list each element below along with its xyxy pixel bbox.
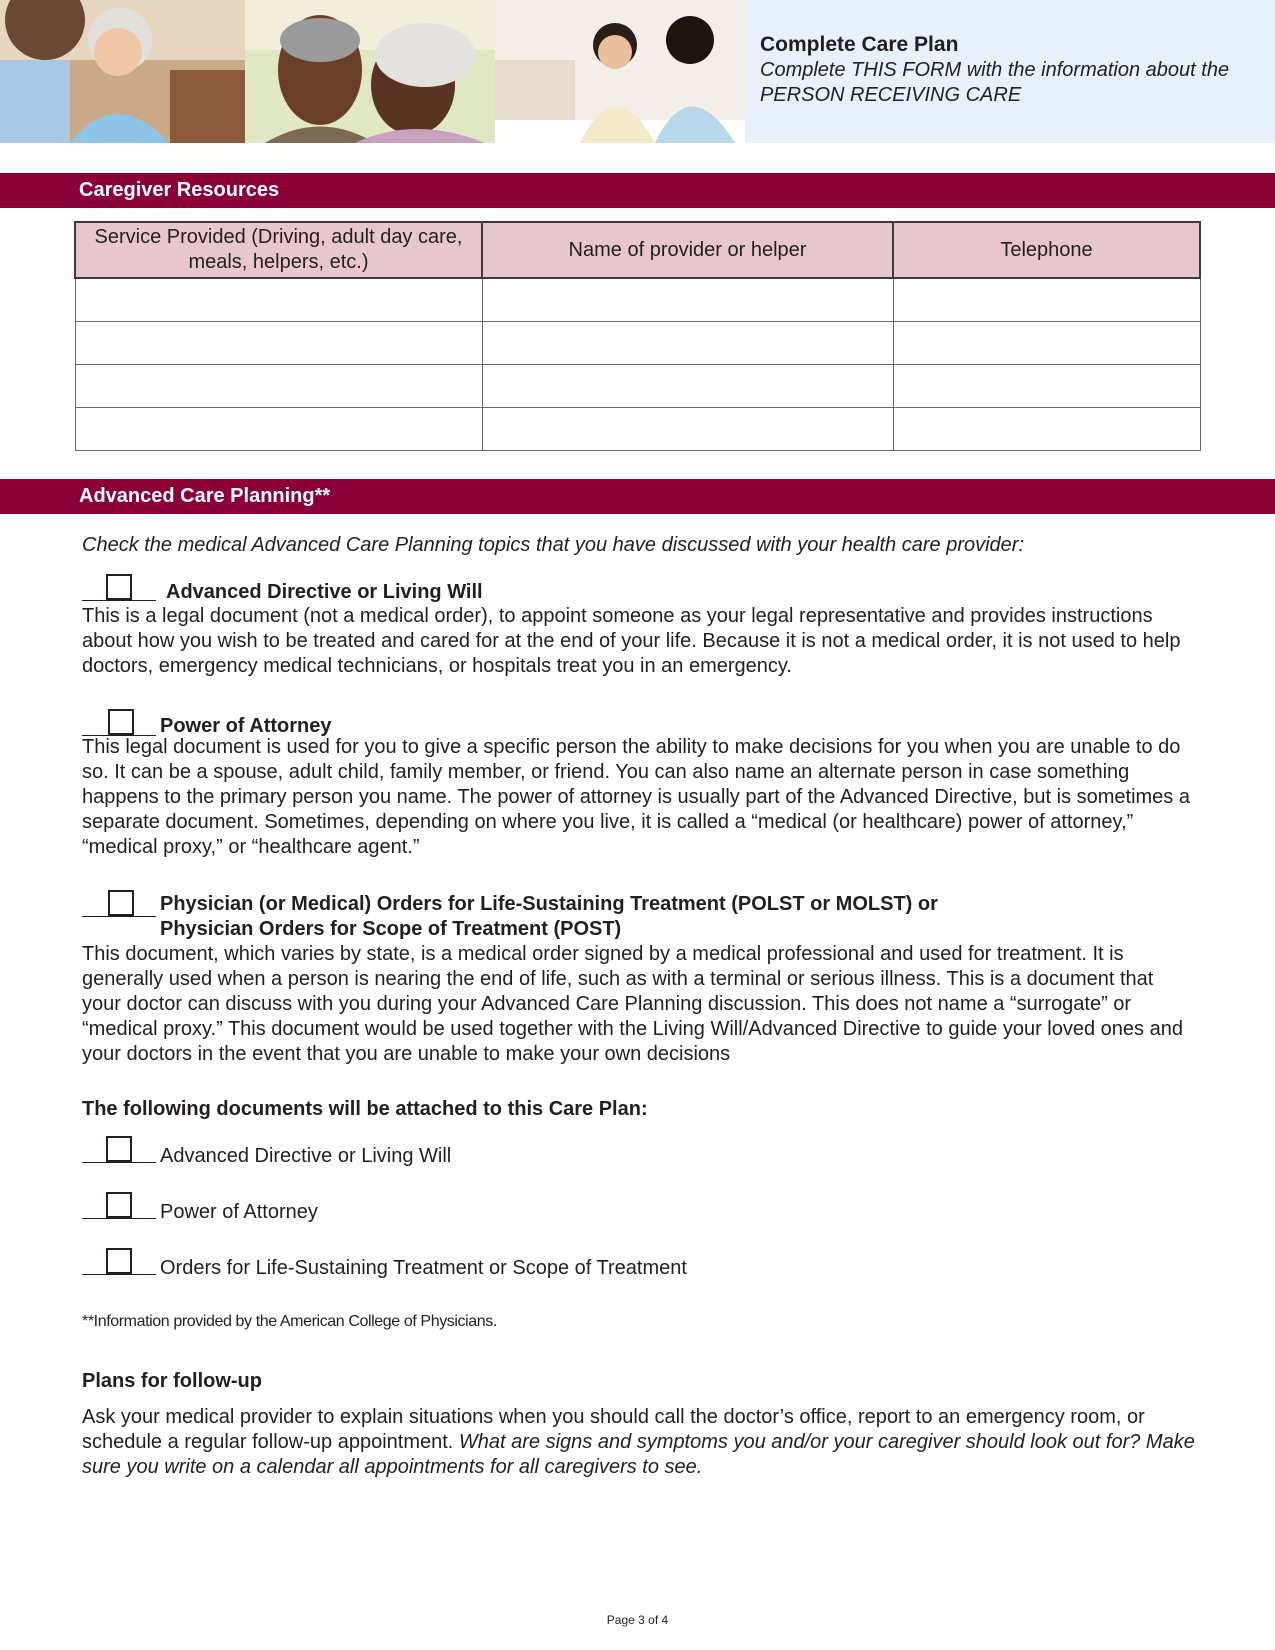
provider-cell[interactable] [482, 365, 893, 408]
telephone-cell[interactable] [893, 322, 1200, 365]
column-header-provider: Name of provider or helper [482, 222, 893, 278]
table-row [75, 365, 1200, 408]
footnote: **Information provided by the American College of Physicians. [82, 1313, 497, 1330]
provider-cell[interactable] [482, 278, 893, 322]
column-header-service: Service Provided (Driving, adult day care, meals, helpers, etc.) [75, 222, 482, 278]
service-cell[interactable] [75, 365, 482, 408]
followup-text [82, 1405, 1202, 1480]
table-header-row [75, 222, 1200, 278]
caregiver-resources-table [74, 221, 1201, 451]
living-will-checkbox[interactable] [82, 573, 156, 601]
polst-description: This document, which varies by state, is a medical order signed by a medical professional and used for treatment. It is generally used when a person is nearing the end of life, such as with a terminal or serious illness. This is a document that your doctor can discuss with you during your Advanced Care Planning discussion. This does not name a “surrogate” or “medical proxy.” This document would be used together with the Living Will/Advanced Directive to guide your loved ones and your doctors in the event that you are unable to make your own decisions [82, 943, 1183, 1065]
followup-text-normal: Ask your medical provider to explain situations when you should call the doctor’s office, report to an emergency room, or schedule a regular follow-up appointment. [82, 1406, 1145, 1453]
polst-checkbox[interactable] [82, 889, 156, 917]
telephone-cell[interactable] [893, 408, 1200, 451]
page-number: Page 3 of 4 [606, 1613, 669, 1627]
followup-text-italic: What are signs and symptoms you and/or your caregiver should look out for? Make sure you write on a calendar all appointments for all caregivers to see. [82, 1431, 1195, 1478]
advanced-care-intro: Check the medical Advanced Care Planning topics that you have discussed with your health care provider: [82, 534, 1025, 556]
service-cell[interactable] [75, 408, 482, 451]
provider-cell[interactable] [482, 408, 893, 451]
power-of-attorney-description: This legal document is used for you to give a specific person the ability to make decisions for you when you are unable to do so. It can be a spouse, adult child, family member, or friend. You can also name an alternate person in case something happens to the primary person you name. The power of attorney is usually part of the Advanced Directive, but is sometimes a separate document. Sometimes, depending on where you live, it is called a “medical (or healthcare) power of attorney,” “medical proxy,” or “healthcare agent.” [82, 736, 1190, 858]
advanced-care-banner [0, 479, 1275, 514]
table-row [75, 278, 1200, 322]
caregiver-resources-banner [0, 173, 1275, 208]
attach-power-of-attorney-label: Power of Attorney [160, 1201, 318, 1223]
attach-power-of-attorney-checkbox[interactable] [82, 1191, 156, 1219]
attach-living-will-checkbox[interactable] [82, 1135, 156, 1163]
column-header-telephone: Telephone [893, 222, 1200, 278]
service-cell[interactable] [75, 278, 482, 322]
photo-caregiver-visit [495, 0, 745, 143]
living-will-description: This is a legal document (not a medical order), to appoint someone as your legal representative and provides instructions about how you wish to be treated and cared for at the end of your life. Because it is not a medical order, it is not used to help doctors, emergency medical technicians, or hospitals treat you in an emergency. [82, 605, 1181, 677]
telephone-cell[interactable] [893, 278, 1200, 322]
living-will-title: Advanced Directive or Living Will [166, 581, 483, 603]
advanced-care-title: Advanced Care Planning** [79, 485, 331, 507]
followup-heading: Plans for follow-up [82, 1370, 262, 1392]
table-row [75, 322, 1200, 365]
attachments-heading: The following documents will be attached to this Care Plan: [82, 1098, 648, 1120]
polst-title-line1: Physician (or Medical) Orders for Life-Sustaining Treatment (POLST or MOLST) or [160, 893, 938, 915]
attach-living-will-label: Advanced Directive or Living Will [160, 1145, 452, 1167]
table-row [75, 408, 1200, 451]
polst-title-line2: Physician Orders for Scope of Treatment (POST) [160, 918, 622, 940]
caregiver-resources-title: Caregiver Resources [79, 179, 280, 201]
page-title: Complete Care Plan [760, 33, 959, 56]
telephone-cell[interactable] [893, 365, 1200, 408]
page-subtitle: Complete THIS FORM with the information about the PERSON RECEIVING CARE [760, 59, 1230, 106]
page-header [0, 0, 1275, 143]
attach-orders-label: Orders for Life-Sustaining Treatment or Scope of Treatment [160, 1257, 687, 1279]
photo-seniors-laughing [0, 0, 245, 143]
power-of-attorney-title: Power of Attorney [160, 715, 332, 737]
service-cell[interactable] [75, 322, 482, 365]
attach-orders-checkbox[interactable] [82, 1247, 156, 1275]
photo-senior-couple [245, 0, 495, 143]
power-of-attorney-checkbox[interactable] [82, 708, 156, 736]
provider-cell[interactable] [482, 322, 893, 365]
